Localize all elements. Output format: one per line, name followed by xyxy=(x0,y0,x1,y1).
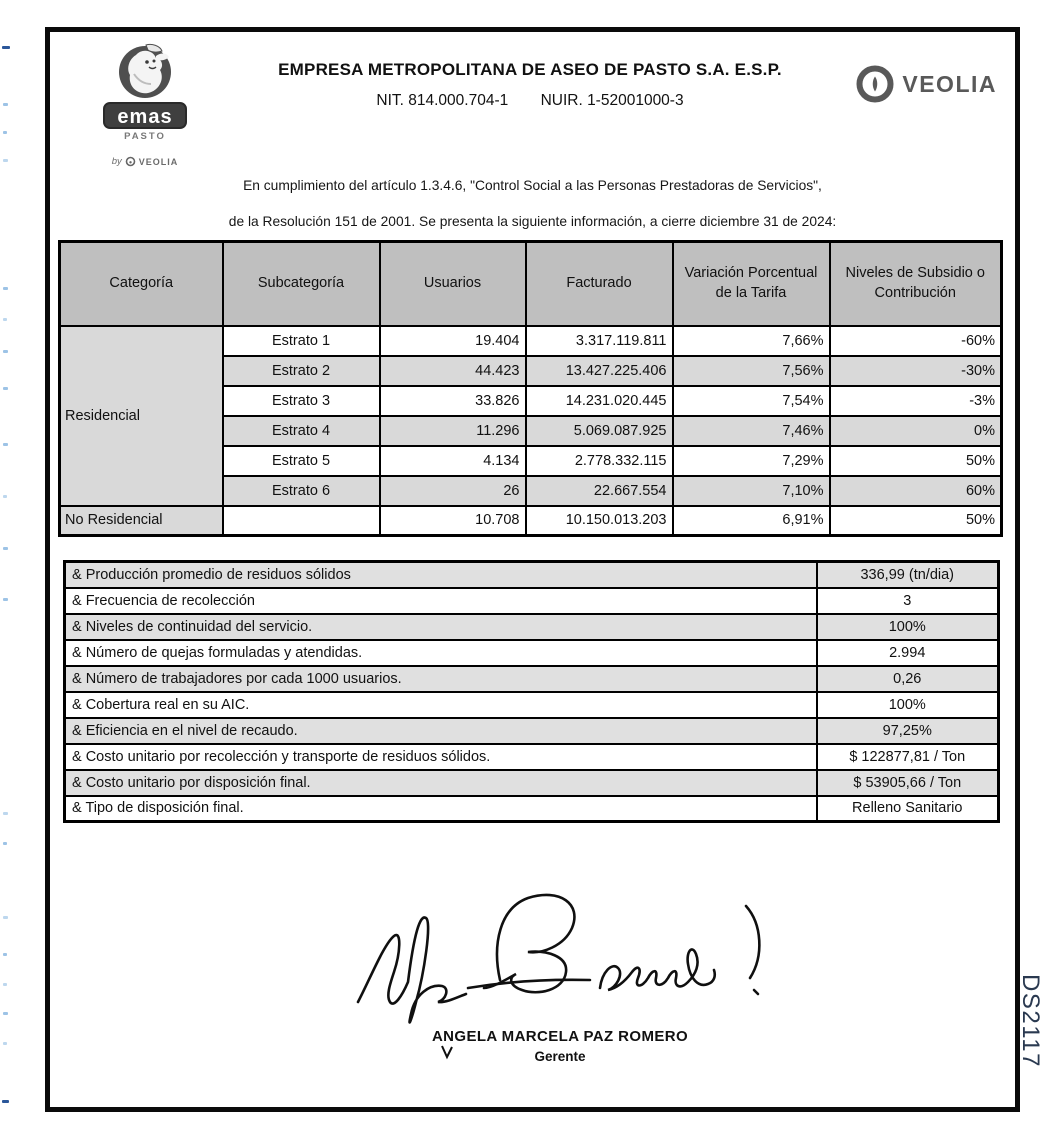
scan-artifact-dash xyxy=(3,953,7,956)
indicator-label: & Tipo de disposición final. xyxy=(65,796,817,822)
subcategory-cell: Estrato 3 xyxy=(223,386,380,416)
scan-artifact-dash xyxy=(3,387,8,390)
users-cell: 33.826 xyxy=(380,386,526,416)
subcategory-cell: Estrato 6 xyxy=(223,476,380,506)
variation-cell: 7,56% xyxy=(673,356,830,386)
document-frame xyxy=(45,27,1020,1112)
indicator-label: & Número de trabajadores por cada 1000 usuarios. xyxy=(65,666,817,692)
indicator-value: $ 53905,66 / Ton xyxy=(817,770,999,796)
emas-logo xyxy=(90,42,200,167)
indicator-value: 2.994 xyxy=(817,640,999,666)
signer-name: ANGELA MARCELA PAZ ROMERO xyxy=(431,1028,689,1045)
indicator-value: 0,26 xyxy=(817,666,999,692)
emas-byline xyxy=(90,156,200,167)
residencial-merged-cell: Residencial xyxy=(60,326,223,506)
scan-artifact-dash xyxy=(3,916,8,919)
billed-cell: 13.427.225.406 xyxy=(526,356,673,386)
users-cell: 11.296 xyxy=(380,416,526,446)
subsidy-cell: 50% xyxy=(830,506,1002,536)
tariff-table xyxy=(58,240,1003,537)
scan-artifact-dash xyxy=(3,812,8,815)
side-code: DS2117 xyxy=(1017,974,1044,1068)
intro-paragraph xyxy=(50,168,1015,240)
indicator-value: Relleno Sanitario xyxy=(817,796,999,822)
subcategory-cell: Estrato 4 xyxy=(223,416,380,446)
subsidy-cell: -30% xyxy=(830,356,1002,386)
subsidy-cell: -60% xyxy=(830,326,1002,356)
indicators-table xyxy=(63,560,1000,823)
scan-artifact-dash xyxy=(3,103,8,106)
veolia-wordmark: VEOLIA xyxy=(902,70,997,97)
veolia-ring-icon xyxy=(125,156,136,167)
indicator-value: 100% xyxy=(817,614,999,640)
list-item xyxy=(65,692,999,718)
indicator-value: $ 122877,81 / Ton xyxy=(817,744,999,770)
table-row-no-residencial xyxy=(60,506,1002,536)
indicator-value: 100% xyxy=(817,692,999,718)
scan-artifact-dash xyxy=(3,1012,8,1015)
scan-artifact-dash xyxy=(2,1100,9,1103)
list-item xyxy=(65,640,999,666)
tariff-header-row xyxy=(60,242,1002,326)
nuir-value: NUIR. 1-52001000-3 xyxy=(540,92,684,109)
billed-cell: 2.778.332.115 xyxy=(526,446,673,476)
scan-artifact-dash xyxy=(3,318,7,321)
col-header-usuarios: Usuarios xyxy=(380,242,526,326)
indicator-value: 336,99 (tn/dia) xyxy=(817,562,999,588)
nit-value: NIT. 814.000.704-1 xyxy=(376,92,509,109)
variation-cell: 7,66% xyxy=(673,326,830,356)
list-item xyxy=(65,562,999,588)
no-residencial-cell: No Residencial xyxy=(60,506,223,536)
subcategory-cell: Estrato 5 xyxy=(223,446,380,476)
list-item xyxy=(65,718,999,744)
billed-cell: 14.231.020.445 xyxy=(526,386,673,416)
users-cell: 19.404 xyxy=(380,326,526,356)
indicator-label: & Frecuencia de recolección xyxy=(65,588,817,614)
users-cell: 4.134 xyxy=(380,446,526,476)
subsidy-cell: 0% xyxy=(830,416,1002,446)
intro-line-1: En cumplimiento del artículo 1.3.4.6, "Control Social a las Personas Prestadoras de Servicios", xyxy=(243,178,822,193)
by-veolia-label: VEOLIA xyxy=(138,156,179,167)
scan-artifact-dash xyxy=(2,46,10,49)
signature-descender-mark xyxy=(440,1044,454,1060)
users-cell: 26 xyxy=(380,476,526,506)
col-header-categoria: Categoría xyxy=(60,242,223,326)
indicator-label: & Costo unitario por disposición final. xyxy=(65,770,817,796)
subcategory-cell: Estrato 1 xyxy=(223,326,380,356)
scan-artifact-dash xyxy=(3,598,8,601)
document-header xyxy=(200,60,860,110)
list-item xyxy=(65,666,999,692)
variation-cell: 7,29% xyxy=(673,446,830,476)
billed-cell: 10.150.013.203 xyxy=(526,506,673,536)
users-cell: 44.423 xyxy=(380,356,526,386)
billed-cell: 3.317.119.811 xyxy=(526,326,673,356)
scan-artifact-dash xyxy=(3,547,8,550)
variation-cell: 7,54% xyxy=(673,386,830,416)
col-header-variacion: Variación Porcentual de la Tarifa xyxy=(673,242,830,326)
col-header-subcategoria: Subcategoría xyxy=(223,242,380,326)
signer-title: Gerente xyxy=(534,1049,586,1064)
billed-cell: 5.069.087.925 xyxy=(526,416,673,446)
subsidy-cell: 60% xyxy=(830,476,1002,506)
veolia-logo xyxy=(855,64,997,104)
list-item xyxy=(65,770,999,796)
company-ids xyxy=(200,92,860,110)
by-label: by xyxy=(111,156,122,167)
list-item xyxy=(65,588,999,614)
indicator-label: & Número de quejas formuladas y atendidas. xyxy=(65,640,817,666)
emas-wordmark: emas xyxy=(103,102,187,129)
scan-artifact-dash xyxy=(3,287,8,290)
indicator-label: & Producción promedio de residuos sólidos xyxy=(65,562,817,588)
scan-artifact-dash xyxy=(3,350,8,353)
list-item xyxy=(65,796,999,822)
users-cell: 10.708 xyxy=(380,506,526,536)
table-row xyxy=(60,326,1002,356)
indicator-label: & Cobertura real en su AIC. xyxy=(65,692,817,718)
indicator-value: 3 xyxy=(817,588,999,614)
indicator-label: & Eficiencia en el nivel de recaudo. xyxy=(65,718,817,744)
subsidy-cell: 50% xyxy=(830,446,1002,476)
subcategory-cell xyxy=(223,506,380,536)
scan-artifact-dash xyxy=(3,443,8,446)
signature-block xyxy=(340,884,780,1064)
scan-artifact-dash xyxy=(3,159,8,162)
veolia-circle-icon xyxy=(855,64,895,104)
scan-artifact-dash xyxy=(3,983,7,986)
variation-cell: 7,46% xyxy=(673,416,830,446)
scan-artifact-dash xyxy=(3,1042,7,1045)
intro-line-2: de la Resolución 151 de 2001. Se presenta la siguiente información, a cierre diciembre 31 de 2024: xyxy=(228,214,837,229)
company-name: EMPRESA METROPOLITANA DE ASEO DE PASTO S.A. E.S.P. xyxy=(278,60,782,79)
col-header-facturado: Facturado xyxy=(526,242,673,326)
indicator-label: & Niveles de continuidad del servicio. xyxy=(65,614,817,640)
emas-city-label: PASTO xyxy=(124,131,166,142)
subcategory-cell: Estrato 2 xyxy=(223,356,380,386)
emas-mascot-icon xyxy=(116,42,174,100)
indicator-label: & Costo unitario por recolección y transporte de residuos sólidos. xyxy=(65,744,817,770)
scan-artifact-dash xyxy=(3,131,7,134)
variation-cell: 7,10% xyxy=(673,476,830,506)
list-item xyxy=(65,614,999,640)
variation-cell: 6,91% xyxy=(673,506,830,536)
scan-artifact-dash xyxy=(3,495,7,498)
scan-artifact-dash xyxy=(3,842,7,845)
subsidy-cell: -3% xyxy=(830,386,1002,416)
handwritten-signature xyxy=(350,884,770,1034)
col-header-niveles: Niveles de Subsidio o Contribución xyxy=(830,242,1002,326)
billed-cell: 22.667.554 xyxy=(526,476,673,506)
list-item xyxy=(65,744,999,770)
indicator-value: 97,25% xyxy=(817,718,999,744)
